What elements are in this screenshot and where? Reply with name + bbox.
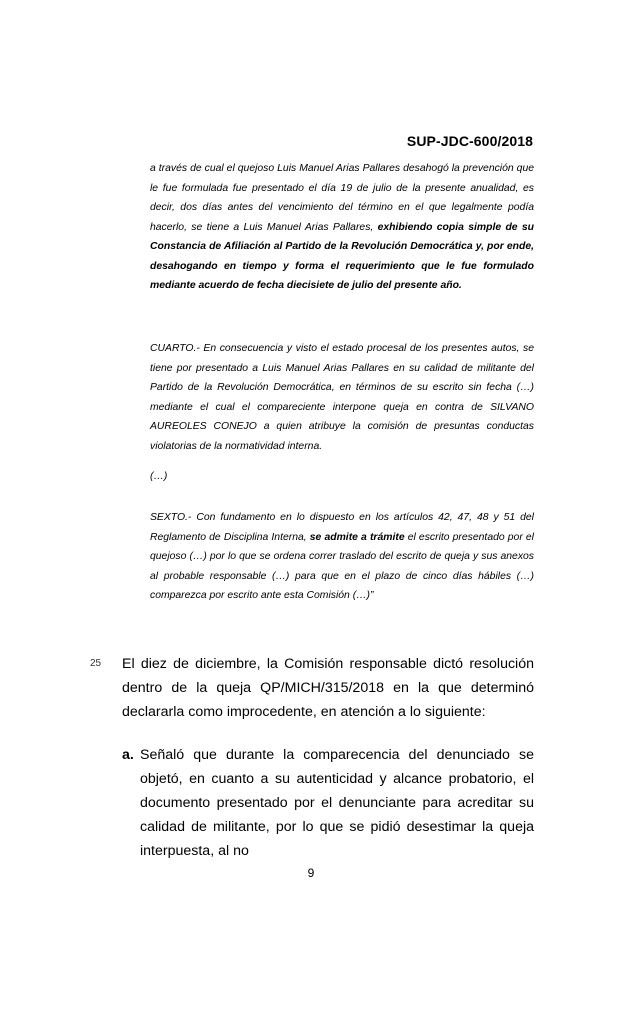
quote-paragraph-sexto [150,508,534,606]
quote-ellipsis: (…) [150,471,168,482]
quote-paragraph-sexto-start: SEXTO.- Con fundamento en lo dispuesto en los artículos 42, 47, 48 y 51 del Reglamento de Disciplina Interna, [150,512,534,543]
quote-paragraph-cuarto: CUARTO.- En consecuencia y visto el estado procesal de los presentes autos, se tiene por presentado a Luis Manuel Arias Pallares en su calidad de militante del Partido de la Revolución Democrática, en términos de su escrito sin fecha (…) mediante el cual el compareciente interpone queja en contra de SILVANO AUREOLES CONEJO a quien atribuye la comisión de presuntas conductas violatorias de la normatividad interna. [150,343,534,452]
page-number: 9 [307,866,315,880]
case-number-header: SUP-JDC-600/2018 [406,133,533,149]
list-item-marker: a. [122,747,134,763]
quote-paragraph-1 [150,159,534,296]
body-paragraph: El diez de diciembre, la Comisión responsable dictó resolución dentro de la queja QP/MICH/315/2018 en la que determinó declararla como improcedente, en atención a lo siguiente: [122,656,534,720]
quote-paragraph-1-text: a través de cual el quejoso Luis Manuel Arias Pallares desahogó la prevención que le fue formulada fue presentado el día 19 de julio de la presente anualidad, es decir, dos días antes del vencimiento del término en el que legalmente podía hacerlo, se tiene a Luis Manuel Arias Pallares, [150,163,534,233]
quote-paragraph-1-bold: exhibiendo copia simple de su Constancia de Afiliación al Partido de la Revolución Democrática y, por ende, desahogando en tiempo y forma el requerimiento que le fue formulado mediante acuerdo de fecha diecisiete de julio del presente año. [150,221,535,291]
list-item-text: Señaló que durante la comparecencia del denunciado se objetó, en cuanto a su autenticidad y alcance probatorio, el documento presentado por el denunciante para acreditar su calidad de militante, por lo que se pidió desestimar la queja interpuesta, al no [140,747,534,859]
line-number: 25 [90,658,102,669]
quote-paragraph-sexto-end: el escrito presentado por el quejoso (…) por lo que se ordena correr traslado del escrito de queja y sus anexos al probable responsable (…) para que en el plazo de cinco días hábiles (…) comparezca por escrito ante esta Comisión (…)” [150,531,534,601]
quote-paragraph-sexto-bold: se admite a trámite [309,531,405,543]
